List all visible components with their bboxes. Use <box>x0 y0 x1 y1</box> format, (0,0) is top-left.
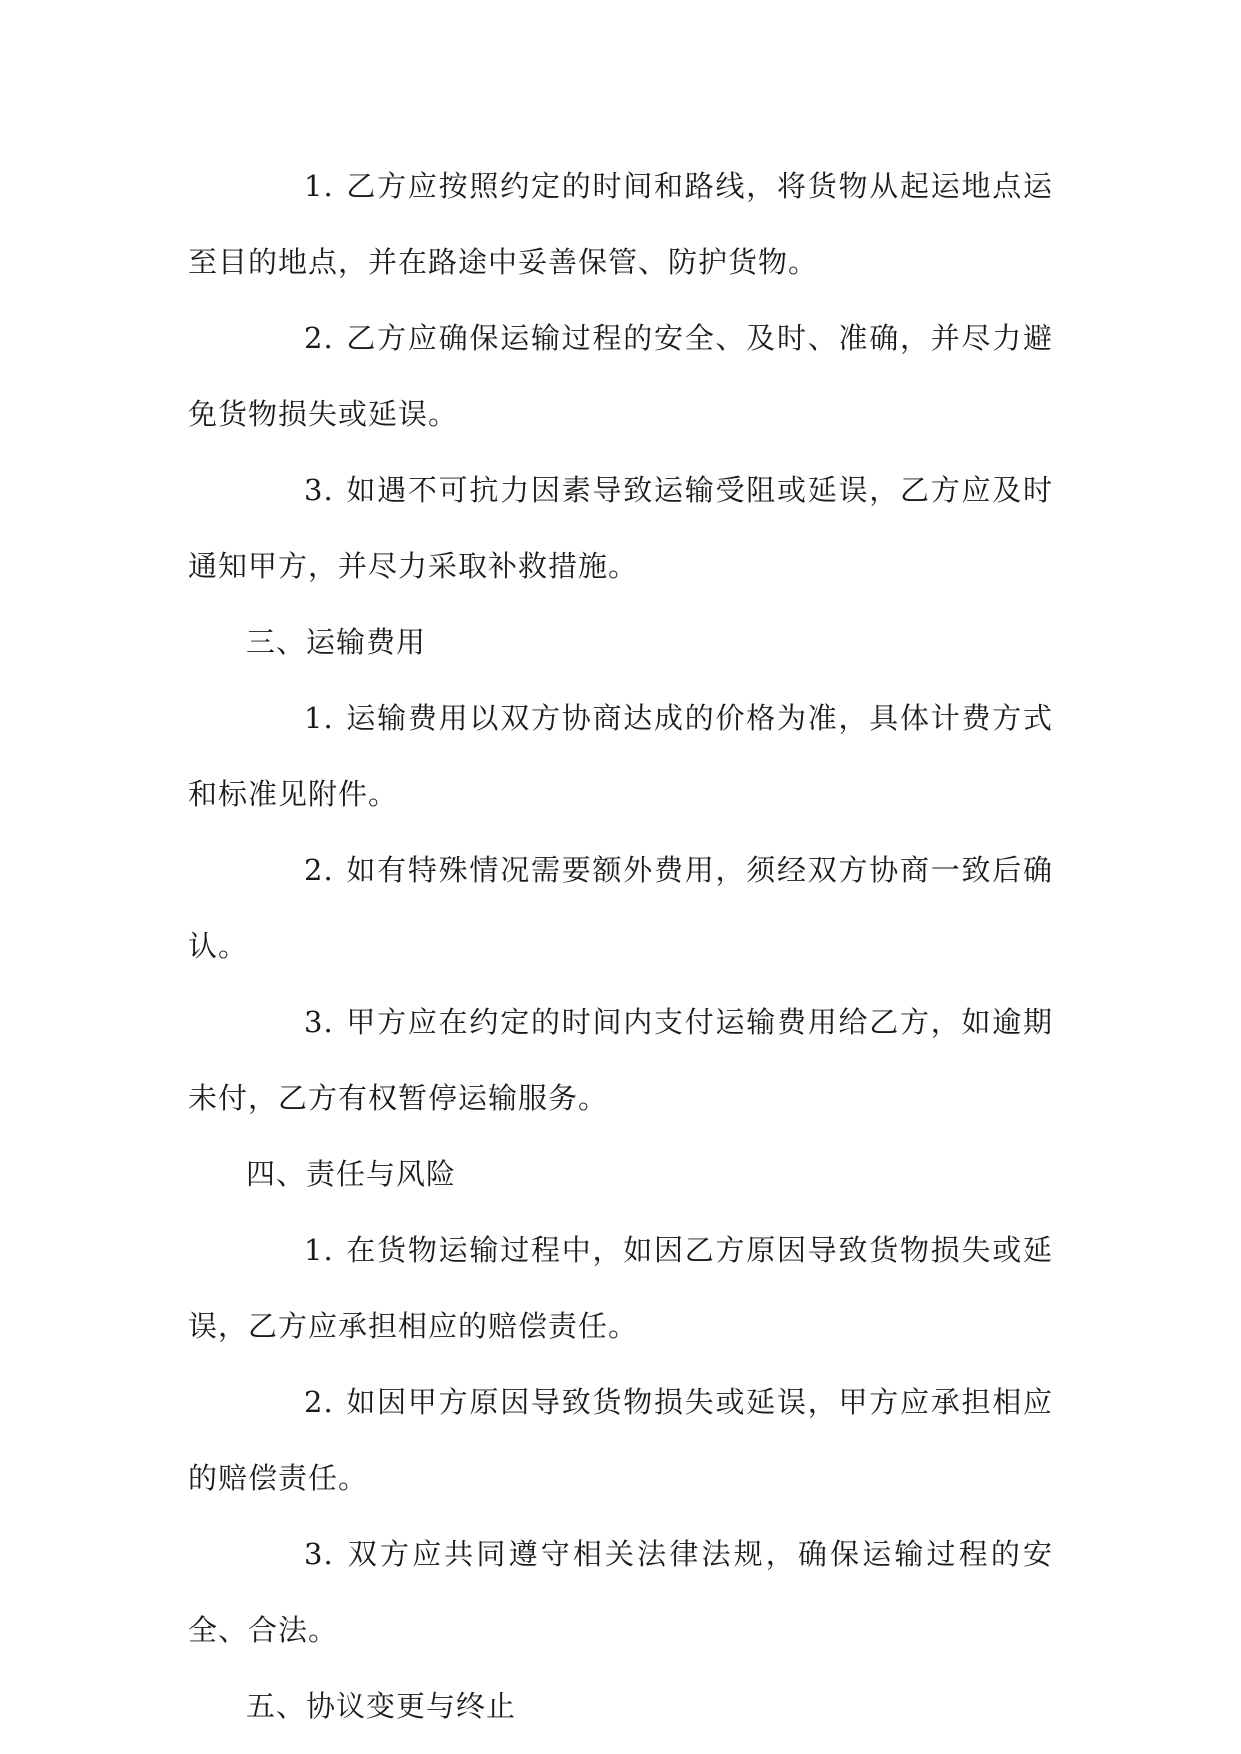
section-heading-text: 三、运输费用 <box>246 625 427 659</box>
clause-number: 2. <box>304 853 334 887</box>
clause-number: 1. <box>304 1233 334 1267</box>
clause-number: 3. <box>304 1537 334 1571</box>
clause-paragraph <box>188 984 1053 1136</box>
clause-number: 1. <box>304 701 334 735</box>
section-heading <box>188 1668 1053 1744</box>
clause-text: 如遇不可抗力因素导致运输受阻或延误，乙方应及时通知甲方，并尽力采取补救措施。 <box>188 473 1053 583</box>
clause-number: 2. <box>304 321 334 355</box>
clause-text: 运输费用以双方协商达成的价格为准，具体计费方式和标准见附件。 <box>188 701 1053 811</box>
clause-paragraph <box>188 832 1053 984</box>
clause-number: 3. <box>304 473 334 507</box>
clause-text: 甲方应在约定的时间内支付运输费用给乙方，如逾期未付，乙方有权暂停运输服务。 <box>188 1005 1053 1115</box>
clause-number: 2. <box>304 1385 334 1419</box>
section-heading <box>188 604 1053 680</box>
section-heading-text: 四、责任与风险 <box>246 1157 457 1191</box>
clause-paragraph <box>188 1364 1053 1516</box>
clause-number: 3. <box>304 1005 334 1039</box>
clause-paragraph <box>188 148 1053 300</box>
clause-number: 1. <box>304 169 334 203</box>
clause-paragraph <box>188 452 1053 604</box>
clause-paragraph <box>188 300 1053 452</box>
clause-text: 在货物运输过程中，如因乙方原因导致货物损失或延误，乙方应承担相应的赔偿责任。 <box>188 1233 1053 1343</box>
clause-paragraph <box>188 1212 1053 1364</box>
clause-paragraph <box>188 1516 1053 1668</box>
clause-text: 如有特殊情况需要额外费用，须经双方协商一致后确认。 <box>188 853 1053 963</box>
clause-text: 乙方应按照约定的时间和路线，将货物从起运地点运至目的地点，并在路途中妥善保管、防护货物。 <box>188 169 1053 279</box>
clause-text: 乙方应确保运输过程的安全、及时、准确，并尽力避免货物损失或延误。 <box>188 321 1053 431</box>
section-heading-text: 五、协议变更与终止 <box>246 1689 517 1723</box>
clause-text: 双方应共同遵守相关法律法规，确保运输过程的安全、合法。 <box>188 1537 1053 1647</box>
clause-paragraph <box>188 680 1053 832</box>
section-heading <box>188 1136 1053 1212</box>
clause-text: 如因甲方原因导致货物损失或延误，甲方应承担相应的赔偿责任。 <box>188 1385 1053 1495</box>
document-body <box>188 148 1053 1744</box>
